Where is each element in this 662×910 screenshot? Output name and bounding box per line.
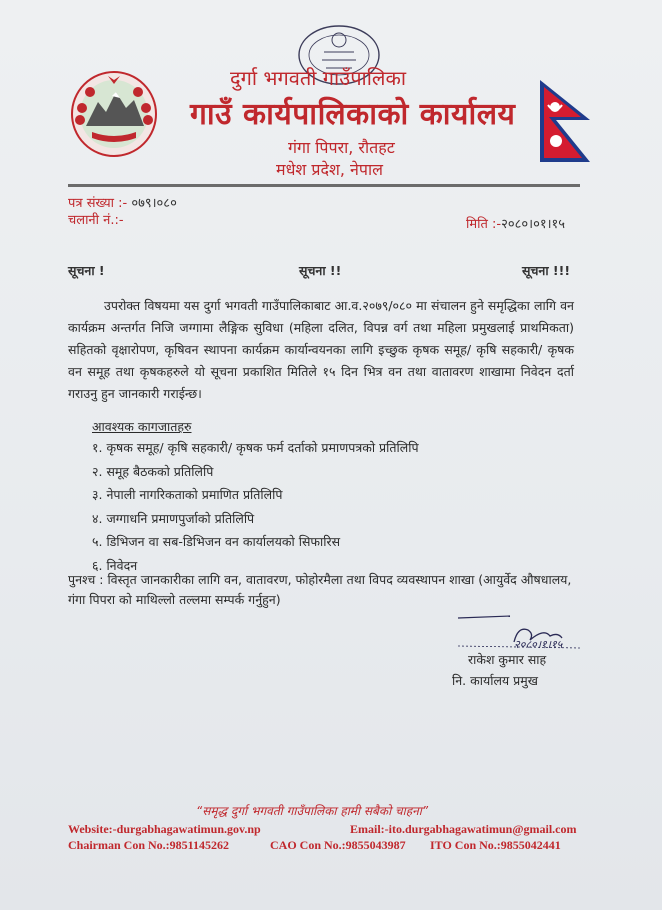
municipality-name: दुर्गा भगवती गाउँपालिका [230, 66, 407, 90]
date-label: मिति :- [466, 217, 502, 232]
notice-right: सूचना !!! [522, 263, 571, 278]
nepal-flag-icon [538, 78, 594, 164]
documents-list [92, 436, 419, 577]
header-divider [68, 184, 580, 187]
letter-date [466, 214, 565, 232]
letter-number-label: पत्र संख्या :- [68, 196, 128, 211]
letter-number [68, 193, 177, 211]
footer-ito-contact: ITO Con No.:9855042441 [430, 838, 561, 852]
notice-body: उपरोक्त विषयमा यस दुर्गा भगवती गाउँपालिकाबाट आ.व.२०७९/०८० मा संचालन हुने समृद्धिका लागि वन कार्यक्रम अन्तर्गत निजि जग्गामा लैङ्गिक सुविधा (महिला दलित, विपन्न वर्ग तथा महिला प्रमुखलाई प्राथमिकता) सहितको वृक्षारोपण, कृषिवन स्थापना कार्यक्रम कार्यान्वयनका लागि इच्छुक कृषक समूह/ कृषि सहकारी/ कृषक वन समूह तथा कृषकहरुले यो सूचना प्रकाशित मितिले १५ दिन भित्र वन तथा वातावरण शाखामा निवेदन दर्ता गराउनु हुन जानकारी गराईन्छ। [68, 298, 574, 401]
documents-title: आवश्यक कागजातहरु [92, 419, 192, 434]
office-province: मधेश प्रदेश, नेपाल [276, 160, 383, 179]
letter-number-value: ०७९।०८० [131, 196, 177, 211]
signer-name: राकेश कुमार साह [468, 652, 547, 667]
nepal-emblem-icon [68, 68, 160, 160]
office-name: गाउँ कार्यपालिकाको कार्यालय [190, 97, 516, 132]
dispatch-number [68, 210, 124, 228]
notice-center: सूचना !! [299, 263, 342, 278]
footer-chairman-contact: Chairman Con No.:9851145262 [68, 838, 230, 852]
footer-email: Email:-ito.durgabhagawatimun@gmail.com [350, 822, 577, 836]
signer-designation: नि. कार्यालय प्रमुख [452, 673, 538, 688]
notice-left: सूचना ! [68, 263, 105, 278]
footer-slogan: “समृद्ध दुर्गा भगवती गाउँपालिका हामी सबैको चाहना” [196, 804, 429, 818]
footer-website: Website:-durgabhagawatimun.gov.np [68, 822, 261, 836]
footer-cao-contact: CAO Con No.:9855043987 [270, 838, 406, 852]
list-item: ३. नेपाली नागरिकताको प्रमाणित प्रतिलिपि [92, 487, 283, 502]
postscript: पुनश्च : विस्तृत जानकारीका लागि वन, वातावरण, फोहोरमैला तथा विपद व्यवस्थापन शाखा (आयुर्वेद औषधालय, गंगा पिपरा को माथिल्लो तल्लमा सम्पर्क गर्नुहुन) [68, 572, 572, 607]
list-item: २. समूह बैठकको प्रतिलिपि [92, 463, 214, 479]
list-item: १. कृषक समूह/ कृषि सहकारी/ कृषक फर्म दर्ताको प्रमाणपत्रको प्रतिलिपि [92, 440, 419, 455]
list-item: ६. निवेदन [92, 557, 138, 573]
signature-date: २०८०।१।१५ [514, 638, 563, 651]
dispatch-number-label: चलानी नं.:- [68, 213, 124, 228]
date-value: २०८०।०१।१५ [501, 217, 566, 232]
office-address: गंगा पिपरा, रौतहट [288, 138, 395, 157]
list-item: ५. डिभिजन वा सब-डिभिजन वन कार्यालयको सिफारिस [92, 534, 341, 549]
list-item: ४. जग्गाधनि प्रमाणपुर्जाको प्रतिलिपि [92, 510, 255, 526]
